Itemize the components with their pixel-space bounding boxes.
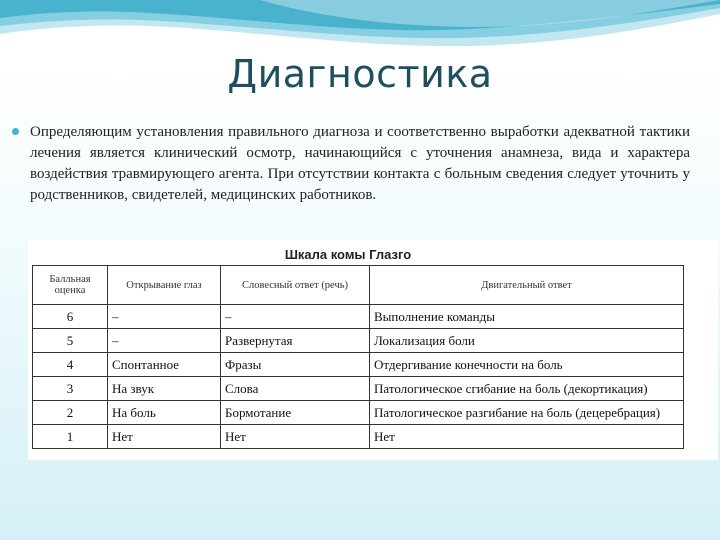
slide-title: Диагностика — [227, 52, 493, 96]
cell-eye: На звук — [108, 377, 221, 401]
cell-motor: Выполнение команды — [370, 305, 684, 329]
table-row — [33, 305, 684, 329]
cell-eye: Нет — [108, 425, 221, 449]
header-score: Балльная оценка — [33, 266, 108, 305]
cell-verbal: Развернутая — [221, 329, 370, 353]
cell-score: 3 — [33, 377, 108, 401]
cell-motor: Нет — [370, 425, 684, 449]
cell-verbal: Бормотание — [221, 401, 370, 425]
table-row — [33, 329, 684, 353]
cell-score: 2 — [33, 401, 108, 425]
table-row — [33, 353, 684, 377]
cell-verbal: Нет — [221, 425, 370, 449]
glasgow-scale-figure — [28, 240, 718, 460]
bullet-icon — [12, 128, 19, 135]
intro-paragraph-text: Определяющим установления правильного диагноза и соответственно выработки адекватной тактики лечения является клинический осмотр, начинающийся с уточнения анамнеза, вида и характера воздействия травмирующего агента. При отсутствии контакта с больным сведения следует уточнить у родственников, свидетелей, медицинских работников. — [30, 124, 690, 203]
table-row — [33, 425, 684, 449]
cell-motor: Патологическое разгибание на боль (децеребрация) — [370, 401, 684, 425]
glasgow-table — [32, 265, 684, 449]
table-header-row — [33, 266, 684, 305]
cell-motor: Локализация боли — [370, 329, 684, 353]
table-row — [33, 401, 684, 425]
cell-score: 6 — [33, 305, 108, 329]
table-title: Шкала комы Глазго — [284, 247, 412, 262]
intro-paragraph — [30, 122, 690, 206]
cell-eye: На боль — [108, 401, 221, 425]
cell-motor: Патологическое сгибание на боль (декортикация) — [370, 377, 684, 401]
cell-score: 4 — [33, 353, 108, 377]
cell-motor: Отдергивание конечности на боль — [370, 353, 684, 377]
cell-score: 1 — [33, 425, 108, 449]
cell-eye: Спонтанное — [108, 353, 221, 377]
cell-verbal: – — [221, 305, 370, 329]
header-verbal-response: Словесный ответ (речь) — [221, 266, 370, 305]
cell-score: 5 — [33, 329, 108, 353]
header-eye-opening: Открывание глаз — [108, 266, 221, 305]
cell-eye: – — [108, 305, 221, 329]
table-row — [33, 377, 684, 401]
cell-eye: – — [108, 329, 221, 353]
header-motor-response: Двигательный ответ — [370, 266, 684, 305]
cell-verbal: Фразы — [221, 353, 370, 377]
cell-verbal: Слова — [221, 377, 370, 401]
